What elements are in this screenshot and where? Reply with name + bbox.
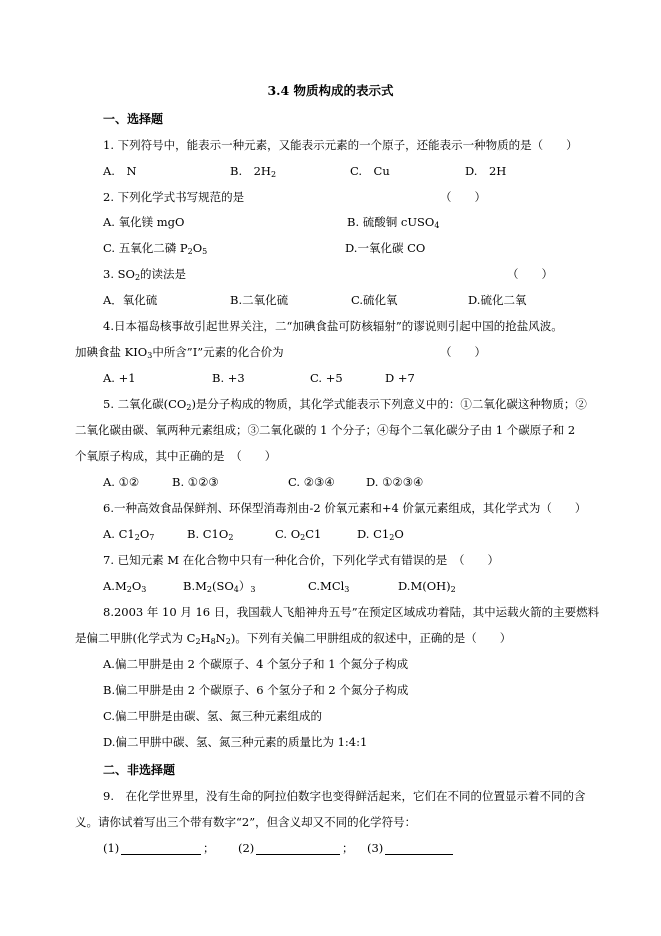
- q9-blank-3-label: (3): [367, 841, 384, 855]
- question-4-line2: 加碘食盐 $KIO_3$中所含”I”元素的化合价为: [75, 345, 284, 360]
- q5-option-d: D. ①②③④: [366, 475, 424, 489]
- section-heading-non-choice: 二、非选择题: [103, 763, 176, 777]
- q9-blank-1-label: (1): [103, 841, 120, 855]
- q8-option-b: B.偏二甲肼是由 2 个碳原子、6 个氢分子和 2 个氮分子构成: [103, 683, 409, 697]
- q9-separator-1: ；: [203, 841, 215, 855]
- q6-option-b: B. $C1O_2$: [187, 527, 234, 542]
- q9-answer-blank-3[interactable]: [385, 840, 453, 855]
- q9-blank-2-label: (2): [238, 841, 255, 855]
- q2-option-c: C. 五氧化二磷 $P_2O_5$: [103, 241, 208, 256]
- q6-option-a: A. $C1_2O_7$: [103, 527, 155, 542]
- q3-option-d: D.硫化二氧: [468, 293, 527, 307]
- q1-option-c: C. Cu: [350, 164, 390, 178]
- q5-option-b: B. ①②③: [172, 475, 219, 489]
- question-1-stem: 1. 下列符号中，能表示一种元素，又能表示元素的一个原子，还能表示一种物质的是（ ）: [103, 138, 578, 152]
- question-5-line1: 5. 二氧化碳$(CO_2)$是分子构成的物质，其化学式能表示下列意义中的：①二氧化碳这种物质；②: [103, 397, 587, 412]
- question-8-line1: 8.2003 年 10 月 16 日，我国载人飞船神舟五号”在预定区域成功着陆，其中运载火箭的主要燃料: [103, 605, 600, 619]
- q7-option-d: $D.M(OH)_2$: [398, 579, 456, 594]
- q7-option-b: $B.M_2(SO_4)_3$: [183, 579, 256, 594]
- q4-answer-paren: （ ）: [440, 345, 486, 359]
- q7-option-a: $A.M_2O_3$: [103, 579, 147, 594]
- q3-option-c: C.硫化氧: [351, 293, 398, 307]
- q1-option-d: D. 2H: [465, 164, 507, 178]
- question-7-stem: 7. 已知元素 M 在化合物中只有一种化合价，下列化学式有错误的是 （ ）: [103, 553, 499, 567]
- q4-option-d: D +7: [385, 371, 415, 385]
- question-2-stem: 2. 下列化学式书写规范的是: [103, 190, 245, 204]
- page-title: 3.4 物质构成的表示式: [267, 83, 394, 98]
- q8-option-a: A.偏二甲肼是由 2 个碳原子、4 个氢分子和 1 个氮分子构成: [103, 657, 409, 671]
- q5-option-c: C. ②③④: [288, 475, 335, 489]
- question-5-line3: 个氧原子构成，其中正确的是 （ ）: [75, 449, 277, 463]
- q4-option-c: C. +5: [310, 371, 343, 385]
- question-9-line2: 义。请你试着写出三个带有数字“2”，但含义却又不同的化学符号：: [75, 815, 417, 829]
- question-8-line2: 是偏二甲肼(化学式为 $C_2H_8N_2$)。下列有关偏二甲肼组成的叙述中，正确的是（ ）: [75, 631, 512, 646]
- q8-option-c: C.偏二甲肼是由碳、氢、氮三种元素组成的: [103, 709, 323, 723]
- section-heading-choice: 一、选择题: [103, 112, 164, 126]
- q3-answer-paren: （ ）: [507, 267, 553, 281]
- q4-option-a: A. +1: [103, 371, 136, 385]
- q9-answer-blank-2[interactable]: [256, 840, 340, 855]
- question-6-stem: 6.一种高效食品保鲜剂、环保型消毒剂由-2 价氧元素和+4 价氯元素组成，其化学式为（ ）: [103, 501, 587, 515]
- q9-separator-2: ；: [342, 841, 354, 855]
- q3-option-b: B.二氧化硫: [230, 293, 289, 307]
- q2-option-d: D.一氧化碳 CO: [345, 241, 426, 255]
- q9-answer-blank-1[interactable]: [121, 840, 201, 855]
- q6-option-c: C. $O_2C1$: [275, 527, 322, 542]
- q3-option-a: A．氧化硫: [103, 293, 158, 307]
- question-9-line1: 9. 在化学世界里，没有生命的阿拉伯数字也变得鲜活起来，它们在不同的位置显示着不同的含: [103, 789, 586, 803]
- q8-option-d: D.偏二甲肼中碳、氢、氮三种元素的质量比为 1:4:1: [103, 735, 368, 749]
- q5-option-a: A. ①②: [103, 475, 140, 489]
- q7-option-c: C.MCl$_3$: [308, 579, 350, 594]
- q2-option-b: B. 硫酸铜 cUSO$_4$: [347, 215, 440, 230]
- question-3-stem: 3. $SO_2$的读法是: [103, 267, 187, 282]
- q1-option-b: B. $2H_2$: [230, 164, 277, 179]
- q6-option-d: D. $C1_2O$: [357, 527, 404, 542]
- q4-option-b: B. +3: [212, 371, 245, 385]
- q2-answer-paren: （ ）: [440, 190, 486, 204]
- q2-option-a: A. 氧化镁 mgO: [103, 215, 185, 229]
- question-5-line2: 二氧化碳由碳、氧两种元素组成；③二氧化碳的 1 个分子；④每个二氧化碳分子由 1 个碳原子和 2: [75, 423, 576, 437]
- question-4-line1: 4.日本福岛核事故引起世界关注，二“加碘食盐可防核辐射”的谬说则引起中国的抢盐风波。: [103, 319, 563, 333]
- q1-option-a: A. N: [103, 164, 137, 178]
